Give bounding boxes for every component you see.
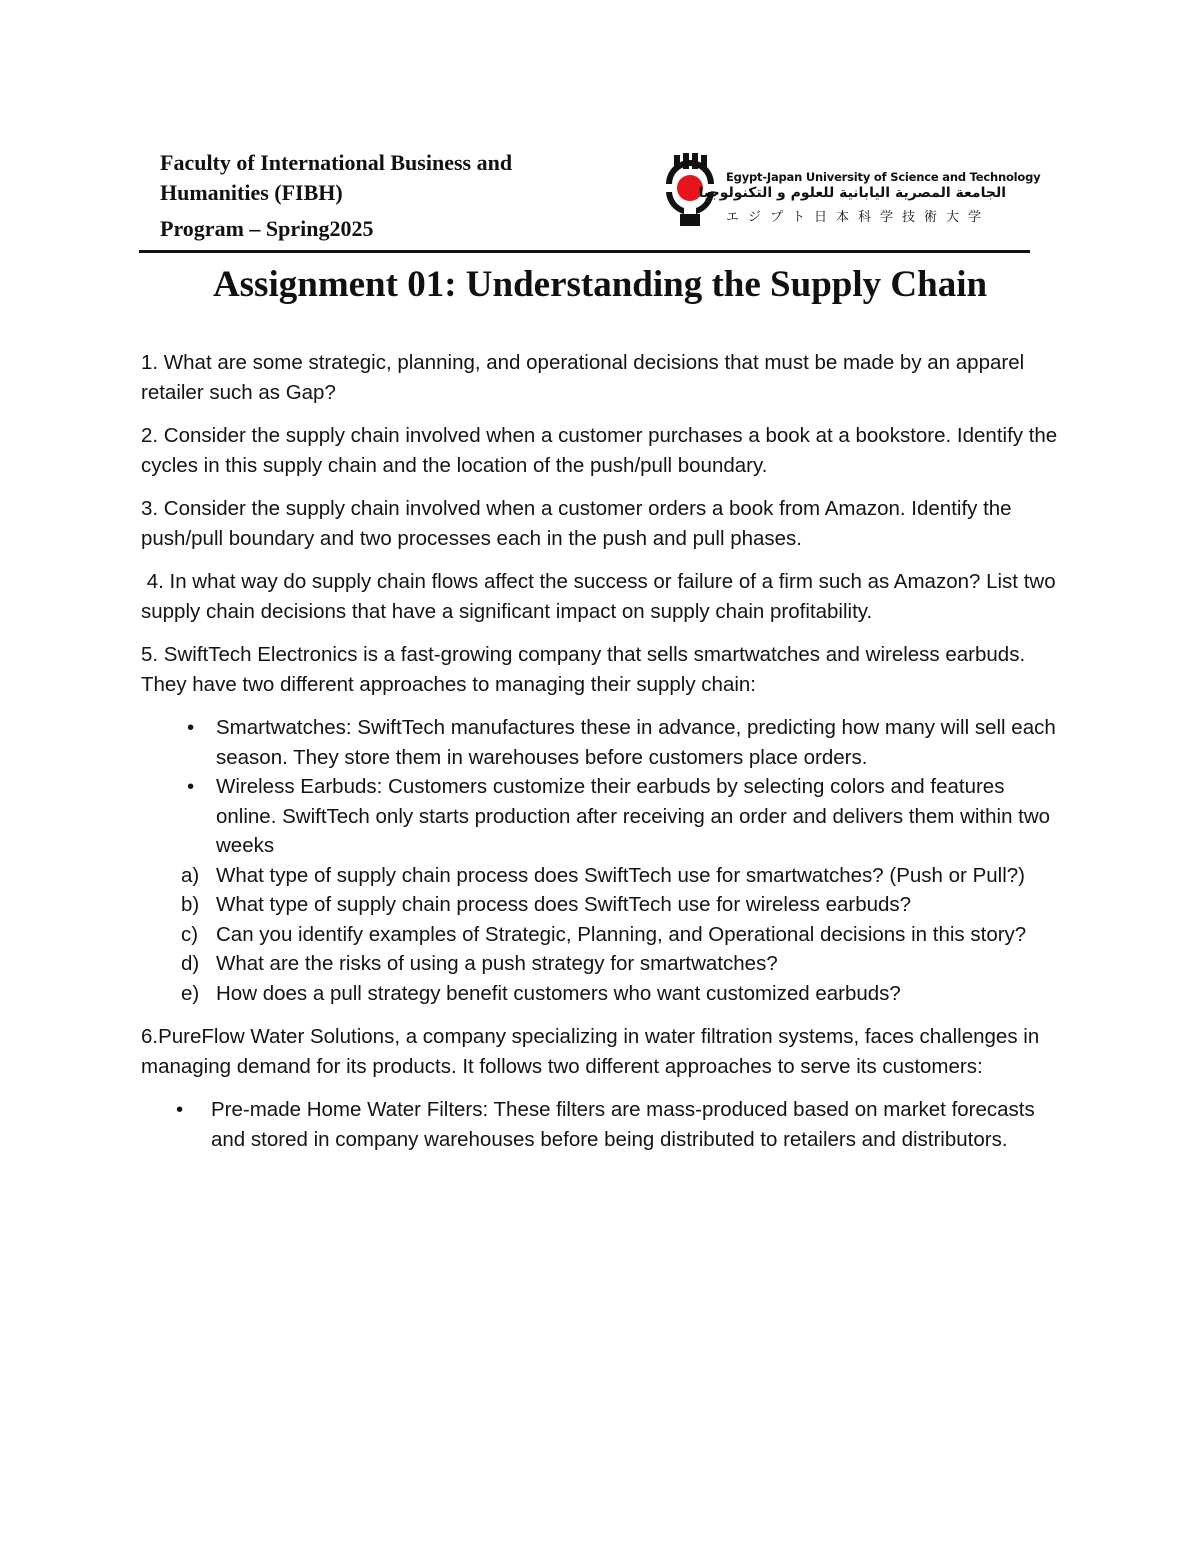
assignment-body <box>141 348 1061 1154</box>
faculty-line-1: Faculty of International Business and <box>160 150 513 175</box>
question-3: 3. Consider the supply chain involved when a customer orders a book from Amazon. Identify the push/pull boundary and two processes each in the push and pull phases. <box>141 497 1012 550</box>
bullet-icon: • <box>187 775 195 798</box>
faculty-block <box>160 148 600 244</box>
subquestion-marker: b) <box>181 893 200 916</box>
question-1: 1. What are some strategic, planning, and operational decisions that must be made by an apparel retailer such as Gap? <box>141 351 1025 404</box>
list-item <box>141 1095 1061 1154</box>
document-header <box>160 148 1041 252</box>
bullet-icon: • <box>187 716 195 739</box>
list-item <box>141 920 1061 950</box>
list-item <box>141 861 1061 891</box>
subquestion-text: How does a pull strategy benefit customers who want customized earbuds? <box>216 981 901 1005</box>
bullet-text: Smartwatches: SwiftTech manufactures these in advance, predicting how many will sell each season. They store them in warehouses before customers place orders. <box>216 716 1056 769</box>
subquestion-marker: e) <box>181 981 200 1005</box>
university-logo <box>660 152 1041 232</box>
program-term: Program – Spring2025 <box>160 216 374 241</box>
list-item <box>141 890 1061 920</box>
faculty-line-2: Humanities (FIBH) <box>160 180 343 205</box>
assignment-title: Assignment 01: Understanding the Supply Chain <box>212 264 988 305</box>
question-4: 4. In what way do supply chain flows affect the success or failure of a firm such as Amazon? List two supply chain decisions that have a significant impact on supply chain profitability. <box>141 570 1062 623</box>
list-item <box>141 772 1061 861</box>
subquestion-text: What are the risks of using a push strategy for smartwatches? <box>216 952 778 975</box>
university-name-arabic: الجامعة المصرية اليابانية للعلوم و التكنولوجيا <box>698 185 1006 201</box>
list-item <box>141 979 1061 1009</box>
bullet-icon: • <box>176 1098 184 1121</box>
question-6-bullets <box>141 1095 1061 1154</box>
question-2: 2. Consider the supply chain involved when a customer purchases a book at a bookstore. Identify the cycles in this supply chain and the location of the push/pull boundary. <box>141 424 1058 477</box>
university-name-english: Egypt-Japan University of Science and Technology <box>726 170 1041 184</box>
subquestion-text: Can you identify examples of Strategic, Planning, and Operational decisions in this story? <box>216 922 1027 946</box>
question-5-intro: 5. SwiftTech Electronics is a fast-growing company that sells smartwatches and wireless earbuds. They have two different approaches to managing their supply chain: <box>141 643 1026 696</box>
subquestion-marker: a) <box>181 863 200 887</box>
subquestion-text: What type of supply chain process does SwiftTech use for smartwatches? (Push or Pull?) <box>216 863 1025 887</box>
header-divider <box>139 250 1030 253</box>
question-5-bullets <box>141 713 1061 861</box>
subquestion-marker: c) <box>181 922 199 946</box>
question-5-subquestions <box>141 861 1061 1009</box>
university-name-japanese: エジプト日本科学技術大学 <box>726 210 991 225</box>
bullet-text: Pre-made Home Water Filters: These filters are mass-produced based on market forecasts and stored in company warehouses before being distributed to retailers and distributors. <box>211 1098 1035 1151</box>
subquestion-text: What type of supply chain process does SwiftTech use for wireless earbuds? <box>216 893 912 916</box>
list-item <box>141 713 1061 772</box>
list-item <box>141 949 1061 979</box>
bullet-text: Wireless Earbuds: Customers customize their earbuds by selecting colors and features online. SwiftTech only starts production after receiving an order and delivers them within two weeks <box>216 775 1051 857</box>
subquestion-marker: d) <box>181 952 200 975</box>
question-6-intro: 6.PureFlow Water Solutions, a company specializing in water filtration systems, faces challenges in managing demand for its products. It follows two different approaches to serve its customers: <box>141 1025 1040 1078</box>
